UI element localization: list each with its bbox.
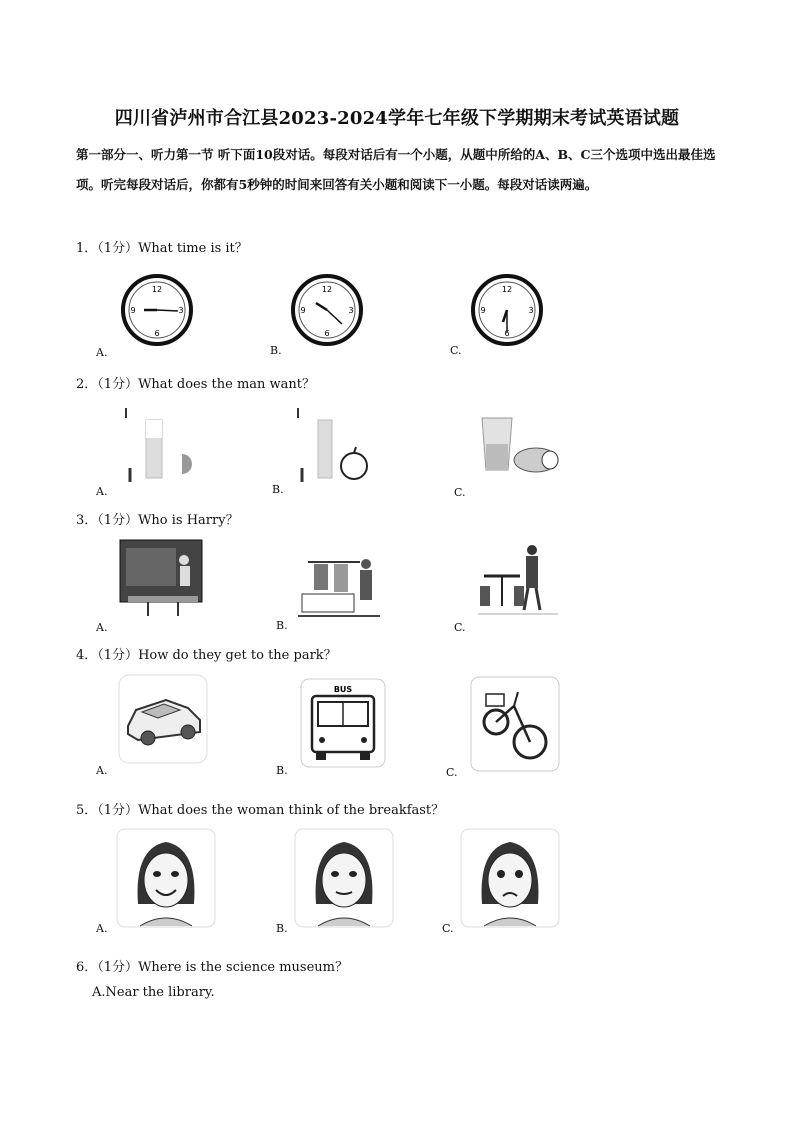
option-b-label[interactable]: B. bbox=[276, 922, 288, 935]
svg-text:9: 9 bbox=[130, 306, 136, 315]
clock-icon bbox=[120, 270, 194, 350]
question-number: 1． bbox=[76, 241, 98, 256]
milk-and-apple-icon bbox=[290, 404, 380, 486]
question-number: 2． bbox=[76, 377, 98, 392]
option-c-label[interactable]: C. bbox=[454, 621, 466, 634]
option-a-text[interactable]: A.Near the library. bbox=[92, 985, 215, 1000]
question-text: What time is it？ bbox=[138, 241, 248, 256]
question-score: （1分） bbox=[97, 377, 139, 392]
page-title: 四川省泸州市合江县2023-2024学年七年级下学期期末考试英语试题 bbox=[114, 108, 680, 129]
question-score: （1分） bbox=[97, 513, 139, 528]
svg-text:6: 6 bbox=[154, 329, 160, 338]
svg-text:3: 3 bbox=[528, 306, 534, 315]
question-score: （1分） bbox=[97, 803, 139, 818]
neutral-face-icon bbox=[294, 828, 394, 928]
option-b-label[interactable]: B. bbox=[272, 483, 284, 496]
clock-icon bbox=[290, 270, 364, 350]
question-text: Who is Harry？ bbox=[138, 513, 239, 528]
happy-face-icon bbox=[116, 828, 216, 928]
unhappy-face-icon bbox=[460, 828, 560, 928]
teacher-icon bbox=[118, 538, 204, 618]
bus-sign: BUS bbox=[333, 685, 353, 694]
bus-icon bbox=[300, 678, 386, 768]
question-text: Where is the science museum？ bbox=[138, 960, 348, 975]
juice-and-bread-icon bbox=[478, 404, 568, 486]
question-text: How do they get to the park？ bbox=[138, 648, 337, 663]
milk-glass-icon bbox=[118, 404, 208, 486]
car-icon bbox=[118, 674, 208, 764]
svg-text:12: 12 bbox=[501, 285, 513, 294]
question-1 bbox=[76, 237, 248, 256]
option-a-label[interactable]: A. bbox=[96, 621, 108, 634]
option-c-label[interactable]: C. bbox=[450, 344, 462, 357]
option-c-label[interactable]: C. bbox=[454, 486, 466, 499]
question-number: 5． bbox=[76, 803, 98, 818]
option-b-label[interactable]: B. bbox=[270, 344, 282, 357]
svg-text:3: 3 bbox=[178, 306, 184, 315]
option-b-label[interactable]: B. bbox=[276, 619, 288, 632]
option-a-label[interactable]: A. bbox=[96, 485, 108, 498]
option-b-label[interactable]: B. bbox=[276, 764, 288, 777]
option-c-label[interactable]: C. bbox=[442, 922, 454, 935]
question-3 bbox=[76, 509, 239, 528]
svg-text:3: 3 bbox=[348, 306, 354, 315]
question-number: 3． bbox=[76, 513, 98, 528]
option-c-label[interactable]: C. bbox=[446, 766, 458, 779]
question-4 bbox=[76, 644, 337, 663]
svg-text:6: 6 bbox=[504, 329, 510, 338]
waiter-icon bbox=[474, 540, 560, 620]
option-a-label[interactable]: A. bbox=[96, 922, 108, 935]
clock-icon bbox=[470, 270, 544, 350]
question-number: 6． bbox=[76, 960, 98, 975]
question-number: 4． bbox=[76, 648, 98, 663]
question-score: （1分） bbox=[97, 960, 139, 975]
question-text: What does the woman think of the breakfast？ bbox=[138, 803, 445, 818]
question-score: （1分） bbox=[97, 241, 139, 256]
svg-text:12: 12 bbox=[151, 285, 163, 294]
svg-text:9: 9 bbox=[480, 306, 486, 315]
question-score: （1分） bbox=[97, 648, 139, 663]
question-5 bbox=[76, 799, 444, 818]
svg-text:12: 12 bbox=[321, 285, 333, 294]
svg-text:9: 9 bbox=[300, 306, 306, 315]
svg-text:6: 6 bbox=[324, 329, 330, 338]
bike-icon bbox=[470, 676, 560, 772]
section-instructions: 第一部分一、听力第一节 听下面10段对话。每段对话后有一个小题，从题中所给的A、B、C三个选项中选出最佳选项。听完每段对话后，你都有5秒钟的时间来回答有关小题和阅读下一小题。每段对话读两遍。 bbox=[76, 147, 716, 192]
question-text: What does the man want？ bbox=[138, 377, 316, 392]
question-2 bbox=[76, 373, 315, 392]
option-a-label[interactable]: A. bbox=[96, 346, 108, 359]
option-a-label[interactable]: A. bbox=[96, 764, 108, 777]
shop-assistant-icon bbox=[296, 540, 382, 620]
question-6 bbox=[76, 956, 348, 975]
